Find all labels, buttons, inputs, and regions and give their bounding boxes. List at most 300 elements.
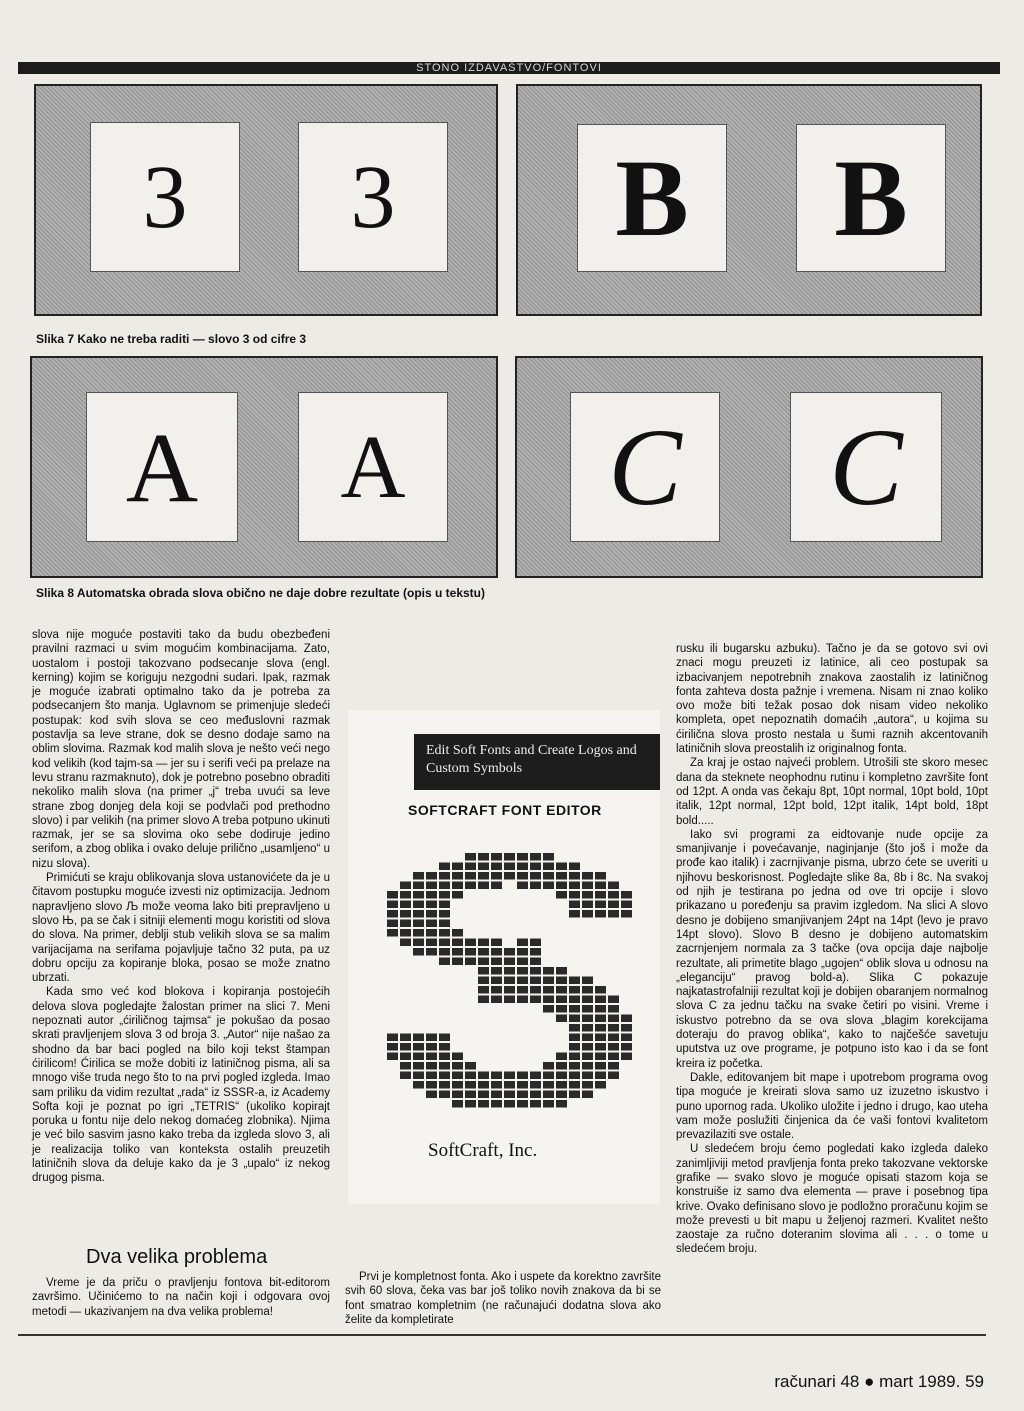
figure8-caption: Slika 8 Automatska obrada slova obično ne daje dobre rezultate (opis u tekstu) [36,586,485,600]
pixel-cell [426,1081,437,1089]
pixel-cell [491,853,502,861]
pixel-cell [543,986,554,994]
pixel-cell [504,986,515,994]
pixel-cell [439,882,450,890]
pixel-cell [504,853,515,861]
pixel-cell [595,1053,606,1061]
paragraph: U sledećem broju ćemo pogledati kako izgleda daleko zanimljiviji metod pravljenja fonta preko takozvane vektorske grafike — svako slovo je moguće opisati stazom koja se konstruiše iz samo dva elementa — prave i posebnog tipa krive. Ovako definisano slovo je podložno proračunu kojim se može prevesti u bit mapu u željenoj razmeri. Kvalitet nešto zaostaje za ručno doteranim slovima ali . . . o tome u sledećem broju. [676,1143,988,1256]
pixel-cell [517,853,528,861]
pixel-cell [413,910,424,918]
pixel-cell [413,1062,424,1070]
pixel-cell [556,977,567,985]
pixel-cell [452,1053,463,1061]
pixel-cell [439,1091,450,1099]
pixel-cell [595,1015,606,1023]
figure7-glyph-3: B [577,124,727,272]
pixel-cell [569,977,580,985]
pixel-cell [413,1034,424,1042]
pixel-cell [387,1053,398,1061]
pixel-cell [413,882,424,890]
pixel-cell [543,872,554,880]
pixel-cell [595,891,606,899]
pixel-cell [556,996,567,1004]
pixel-cell [478,1072,489,1080]
pixel-cell [517,977,528,985]
pixel-cell [556,1091,567,1099]
pixel-cell [543,1100,554,1108]
pixel-cell [478,1091,489,1099]
pixel-cell [582,1072,593,1080]
pixel-cell [530,1081,541,1089]
pixel-cell [608,1053,619,1061]
pixel-cell [413,939,424,947]
pixel-cell [556,1081,567,1089]
pixel-cell [595,996,606,1004]
pixel-cell [491,958,502,966]
pixel-cell [582,891,593,899]
column-1-after-subheading [32,1276,330,1319]
pixel-cell [478,977,489,985]
figure8-glyph-3: C [570,392,720,542]
pixel-cell [608,1043,619,1051]
pixel-cell [426,1091,437,1099]
pixel-cell [569,1024,580,1032]
pixel-cell [621,1024,632,1032]
pixel-cell [595,986,606,994]
pixel-cell [426,1034,437,1042]
pixel-cell [569,1005,580,1013]
ad-logo: SoftCraft, Inc. [428,1140,538,1161]
pixel-cell [400,882,411,890]
pixel-cell [426,1062,437,1070]
pixel-cell [439,891,450,899]
pixel-cell [517,996,528,1004]
pixel-cell [465,958,476,966]
pixel-cell [452,948,463,956]
pixel-cell [530,948,541,956]
pixel-cell [530,1100,541,1108]
pixel-cell [582,1043,593,1051]
pixel-cell [478,1100,489,1108]
pixel-cell [504,967,515,975]
pixel-cell [426,872,437,880]
pixel-cell [452,1072,463,1080]
pixel-cell [452,1081,463,1089]
pixel-cell [452,891,463,899]
pixel-cell [478,939,489,947]
pixel-cell [439,1072,450,1080]
pixel-cell [595,1072,606,1080]
pixel-cell [556,967,567,975]
pixel-cell [595,1081,606,1089]
pixel-cell [452,872,463,880]
pixel-cell [413,1072,424,1080]
pixel-cell [608,1062,619,1070]
paragraph: Dakle, editovanjem bit mape i upotrebom programa ovog tipa moguće je kreirati slova samo uz izuzetno iskustvo i puno upornog rada. Ukoliko uložite i jedno i drugo, kao uteha vam može poslužiti činjenica da će vaši fontovi kvalitetom prevazilaziti sve ostale. [676,1071,988,1142]
figure7-glyph-1: 3 [90,122,240,272]
pixel-cell [439,948,450,956]
pixel-cell [452,882,463,890]
pixel-cell [530,986,541,994]
pixel-cell [608,1034,619,1042]
pixel-cell [530,853,541,861]
pixel-cell [452,939,463,947]
pixel-cell [569,863,580,871]
section-subheading: Dva velika problema [86,1246,268,1268]
pixel-cell [491,948,502,956]
pixel-cell [400,1072,411,1080]
pixel-cell [400,901,411,909]
pixel-cell [452,1062,463,1070]
ad-tagline: Edit Soft Fonts and Create Logos and Custom Symbols [414,734,660,790]
pixel-cell [400,1043,411,1051]
pixel-cell [556,882,567,890]
pixel-cell [439,958,450,966]
pixel-cell [595,1034,606,1042]
pixel-cell [478,853,489,861]
pixel-cell [569,1015,580,1023]
pixel-cell [530,882,541,890]
pixel-cell [569,1043,580,1051]
paragraph: Prvi je kompletnost fonta. Ako i uspete da korektno završite svih 60 slova, čeka vas bar još toliko novih znakova da bi se font smatrao kompletnim (ne računajući dodatna slova ako želite da kompletirate [345,1271,661,1326]
pixel-cell [452,929,463,937]
pixel-cell [439,939,450,947]
pixel-cell [543,863,554,871]
pixel-cell [400,920,411,928]
pixel-cell [582,1015,593,1023]
pixel-cell [621,1015,632,1023]
pixel-cell [439,901,450,909]
pixel-cell [608,882,619,890]
paragraph: Za kraj je ostao najveći problem. Utrošili ste skoro mesec dana da steknete neophodnu rutinu i kompletno završite font od 12pt. A onda vas čekaju 8pt, 10pt normal, 10pt bold, 10pt italik, 12pt normal, 12pt bold, 12pt italik, 14pt bold, 18pt bold..... [676,757,988,827]
pixel-cell [491,1091,502,1099]
pixel-cell [530,967,541,975]
pixel-cell [504,872,515,880]
pixel-cell [439,929,450,937]
pixel-cell [465,948,476,956]
pixel-cell [387,920,398,928]
pixel-cell [504,863,515,871]
pixel-cell [608,1005,619,1013]
paragraph: rusku ili bugarsku azbuku). Tačno je da se gotovo svi ovi znaci mogu preuzeti iz latinice, ali ceo postupak sa izbacivanjem nepotrebnih znakova zaostalih iz latiničnog fonta zahteva dosta pažnje i vremena. Nisam ni znao koliko ovo može biti težak posao dok nisam video nekoliko kompleta, opet nepoznatih domaćih „autora“, u kojima su ćirilična slova prosto nestala u šumi raznih akcentovanih latiničnih slova preostalih iz originalnog fonta. [676,643,988,756]
pixel-cell [465,1091,476,1099]
pixel-cell [504,1081,515,1089]
pixel-cell [517,1081,528,1089]
pixel-cell [621,1053,632,1061]
pixel-s-graphic [364,828,654,1128]
pixel-cell [530,996,541,1004]
pixel-cell [608,901,619,909]
pixel-cell [621,891,632,899]
pixel-cell [400,1062,411,1070]
pixel-cell [595,1005,606,1013]
pixel-cell [517,863,528,871]
pixel-cell [569,986,580,994]
pixel-cell [478,1081,489,1089]
pixel-cell [387,929,398,937]
pixel-cell [478,863,489,871]
paragraph: Primićuti se kraju oblikovanja slova ustanovićete da je u čitavom postupku moguće izvesti niz optimizacija. Jednom napravljeno slovo Љ može veoma lako biti prepravljeno u slovo Њ, pa se čak i sitniji elementi mogu koristiti od slova do slova. Na primer, deblji stub velikih slova se sa malim varijacijama na serifama pojavljuje tačno 32 puta, pa uz dobru opciju za kopiranje bloka, posao se može znatno ubrzati. [32,872,330,985]
pixel-cell [491,986,502,994]
pixel-cell [569,872,580,880]
pixel-cell [452,1091,463,1099]
pixel-cell [478,872,489,880]
pixel-cell [517,967,528,975]
pixel-cell [556,1015,567,1023]
pixel-cell [595,901,606,909]
pixel-cell [530,958,541,966]
pixel-cell [387,1034,398,1042]
pixel-cell [413,920,424,928]
pixel-cell [413,929,424,937]
pixel-cell [569,1091,580,1099]
pixel-cell [387,1043,398,1051]
pixel-cell [504,1072,515,1080]
pixel-cell [569,1081,580,1089]
pixel-cell [517,986,528,994]
pixel-cell [582,1091,593,1099]
pixel-cell [465,1100,476,1108]
pixel-cell [400,891,411,899]
pixel-cell [608,996,619,1004]
pixel-cell [439,1034,450,1042]
pixel-cell [517,872,528,880]
pixel-cell [387,910,398,918]
pixel-cell [517,882,528,890]
pixel-cell [465,1062,476,1070]
pixel-cell [569,891,580,899]
pixel-cell [452,863,463,871]
pixel-cell [608,1072,619,1080]
pixel-cell [426,891,437,899]
pixel-cell [517,1072,528,1080]
pixel-cell [543,1072,554,1080]
pixel-cell [491,996,502,1004]
pixel-cell [504,948,515,956]
pixel-cell [556,1072,567,1080]
pixel-cell [621,901,632,909]
pixel-cell [491,1081,502,1089]
pixel-cell [426,1072,437,1080]
pixel-cell [465,853,476,861]
pixel-cell [582,986,593,994]
section-header: STONO IZDAVAŠTVO/FONTOVI [18,62,1000,74]
pixel-cell [413,872,424,880]
pixel-cell [517,948,528,956]
pixel-cell [478,996,489,1004]
pixel-cell [426,939,437,947]
pixel-cell [621,910,632,918]
pixel-cell [530,977,541,985]
pixel-cell [569,1062,580,1070]
pixel-cell [569,901,580,909]
pixel-cell [582,901,593,909]
paragraph: Iako svi programi za eidtovanje nude opcije za smanjivanje i povećavanje, naginjanje (što još i može da prođe kao italik) i zacrnjivanje pisma, ubrzo ćete se uveriti u njihovu beskorisnost. Pogledajte slike 8a, 8b i 8c. Na svakoj od njih je testirana po jedna od ove tri opcije i slovo prikazano u poređenju sa pravim izgledom. Na slici A slovo desno je dobijeno smanjivanjem 24pt na 14pt (levo je pravo 14pt slovo). Slovo B desno je dobijeno automatskim zacrnjenjem normala za 3 tačke (ova opcija daje najbolje rezultate, ali primetite blago „ugojen“ oblik slova u odnosu na „eleganciju“ pravog bold-a). Slika C pokazuje najkatastrofalniji rezultat koji je dobijen obaranjem normalnog slova C za jednu tačku na svake četiri po visini. Vreme i iskustvo potrebno da se ova slova „blagim korekcijama doteraju do pravog oblika“, kako to najčešće savetuju uputstva uz ove programe, je potpuno isto kao i da se font kreira iz početka. [676,828,988,1070]
pixel-cell [543,853,554,861]
figure8-glyph-4: C [790,392,942,542]
pixel-cell [426,929,437,937]
pixel-cell [491,872,502,880]
pixel-cell [478,986,489,994]
paragraph: Kada smo već kod blokova i kopiranja postojećih delova slova pogledajte žalostan primer na slici 7. Meni nepoznati autor „ćiriličnog tajmsa“ je pokušao da posao skrati pravljenjem slova 3 od broja 3. „Autor“ nije našao za shodno da bar baci pogled na bilo koji tekst štampan ćirilicom! Ćirilica se može dobiti iz latiničnog pisma, ali sa mnogo više truda nego što to na prvi pogled izgleda. Imao sam priliku da vidim rezultat „rada“ iz SSSR-a, iz Academy Softa koji je poznat po igri „TETRIS“ (ukoliko kopirajt poruka u fontu nije delo nekog domaćeg zlobnika). Njima je već bilo sasvim jasno kako treba da izgleda slovo 3, ali je realizacija toliko van konteksta ostalih preuzetih latiničnih slova da deluje kako da je 3 „upalo“ iz nekog drugog pisma. [32,986,330,1185]
pixel-cell [582,996,593,1004]
pixel-cell [621,1034,632,1042]
pixel-cell [400,1034,411,1042]
column-1 [32,628,330,1186]
pixel-cell [439,1043,450,1051]
pixel-cell [582,910,593,918]
pixel-cell [556,1062,567,1070]
pixel-cell [582,1053,593,1061]
pixel-cell [426,948,437,956]
pixel-cell [465,882,476,890]
pixel-cell [543,1062,554,1070]
pixel-cell [478,948,489,956]
pixel-cell [543,977,554,985]
pixel-cell [426,1053,437,1061]
pixel-cell [504,1091,515,1099]
pixel-cell [465,863,476,871]
pixel-cell [530,939,541,947]
pixel-cell [582,1081,593,1089]
pixel-cell [582,1062,593,1070]
column-3 [676,642,988,1257]
pixel-cell [413,1081,424,1089]
figure7-glyph-2: 3 [298,122,448,272]
pixel-cell [582,1034,593,1042]
figure8-glyph-1: A [86,392,238,542]
bottom-rule [18,1334,986,1336]
pixel-cell [595,1043,606,1051]
pixel-cell [504,977,515,985]
pixel-cell [491,882,502,890]
pixel-cell [556,1100,567,1108]
pixel-cell [491,939,502,947]
pixel-cell [426,901,437,909]
pixel-cell [569,1034,580,1042]
pixel-cell [556,863,567,871]
pixel-cell [608,910,619,918]
pixel-cell [413,891,424,899]
page-footer: računari 48 ● mart 1989. 59 [774,1372,984,1391]
pixel-cell [530,863,541,871]
pixel-cell [569,910,580,918]
pixel-cell [413,1053,424,1061]
pixel-cell [465,939,476,947]
pixel-cell [439,1081,450,1089]
pixel-cell [582,872,593,880]
pixel-cell [452,958,463,966]
column-2-bottom [345,1270,661,1327]
pixel-cell [582,882,593,890]
pixel-cell [543,882,554,890]
pixel-cell [400,929,411,937]
pixel-cell [400,910,411,918]
pixel-cell [400,939,411,947]
pixel-cell [491,1072,502,1080]
pixel-cell [504,1100,515,1108]
pixel-cell [608,1024,619,1032]
pixel-cell [452,1100,463,1108]
pixel-cell [478,958,489,966]
pixel-cell [491,967,502,975]
pixel-cell [556,986,567,994]
pixel-cell [595,872,606,880]
pixel-cell [413,901,424,909]
pixel-cell [439,863,450,871]
paragraph: slova nije moguće postaviti tako da budu obezbeđeni pravilni razmaci u svim mogućim kombinacijama. Zato, uostalom i postoji takozvano podsecanje slova (engl. kerning) kojim se koriguju nezgodni sudari. Ipak, razmak je moguće izabrati optimalno tako da je potreba za podsecanjem što manja. Uglavnom se primenjuje sledeći postupak: kod svih slova se ceo međuslovni razmak postavlja sa leve strane, dok se desno dodaje samo na oblim slovima. Razmak kod malih slova je nešto veći nego kod velikih (kod tajm-sa — jer su i serifi veći pa prelaze na levu stranu razmaknuto), dok je potrebno posebno obraditi nekoliko malih slova (na primer „j“ treba uvući sa leve strane zbog donjeg dela koji se podvlači pod prethodno slovo) i par velikih (na primer slovo A treba potpuno ukinuti razmak, jer se sa slovima oko sebe dodiruje jedino serifom, a zbog oblika i ovako deluje prilično „usamljeno“ u nizu slova). [32,629,330,870]
pixel-cell [426,1043,437,1051]
pixel-cell [582,1005,593,1013]
pixel-cell [426,882,437,890]
pixel-cell [491,1100,502,1108]
pixel-cell [595,1062,606,1070]
pixel-cell [426,910,437,918]
pixel-cell [608,891,619,899]
pixel-cell [543,967,554,975]
pixel-cell [465,1072,476,1080]
pixel-cell [517,1100,528,1108]
figure7-glyph-4: B [796,124,946,272]
pixel-cell [569,996,580,1004]
pixel-cell [582,1024,593,1032]
pixel-cell [413,948,424,956]
pixel-cell [530,872,541,880]
pixel-cell [569,1072,580,1080]
pixel-cell [595,910,606,918]
ad-title: SOFTCRAFT FONT EDITOR [408,802,602,818]
pixel-cell [439,1053,450,1061]
pixel-cell [478,967,489,975]
paragraph: Vreme je da priču o pravljenju fontova bit-editorom završimo. Učinićemo to na način koji i odgovara ovoj metodi — ukazivanjem na dva velika problema! [32,1277,330,1318]
pixel-cell [621,1043,632,1051]
pixel-cell [426,920,437,928]
pixel-cell [478,882,489,890]
pixel-cell [595,1024,606,1032]
pixel-cell [491,863,502,871]
pixel-cell [543,1091,554,1099]
pixel-cell [465,872,476,880]
pixel-cell [569,1053,580,1061]
pixel-cell [504,958,515,966]
pixel-cell [439,1062,450,1070]
pixel-cell [556,872,567,880]
pixel-cell [439,872,450,880]
pixel-cell [556,891,567,899]
figure8-glyph-2: A [298,392,448,542]
pixel-cell [400,1053,411,1061]
pixel-cell [465,1081,476,1089]
pixel-cell [543,1081,554,1089]
pixel-cell [543,1005,554,1013]
pixel-cell [556,1005,567,1013]
pixel-cell [543,996,554,1004]
pixel-cell [387,901,398,909]
pixel-cell [387,891,398,899]
pixel-cell [582,977,593,985]
pixel-cell [556,1053,567,1061]
pixel-cell [569,882,580,890]
pixel-cell [530,1091,541,1099]
pixel-cell [413,1043,424,1051]
figure7-caption: Slika 7 Kako ne treba raditi — slovo 3 od cifre 3 [36,332,307,346]
pixel-cell [491,977,502,985]
pixel-cell [530,1072,541,1080]
pixel-cell [517,1091,528,1099]
pixel-cell [608,1015,619,1023]
pixel-cell [517,939,528,947]
pixel-cell [439,920,450,928]
